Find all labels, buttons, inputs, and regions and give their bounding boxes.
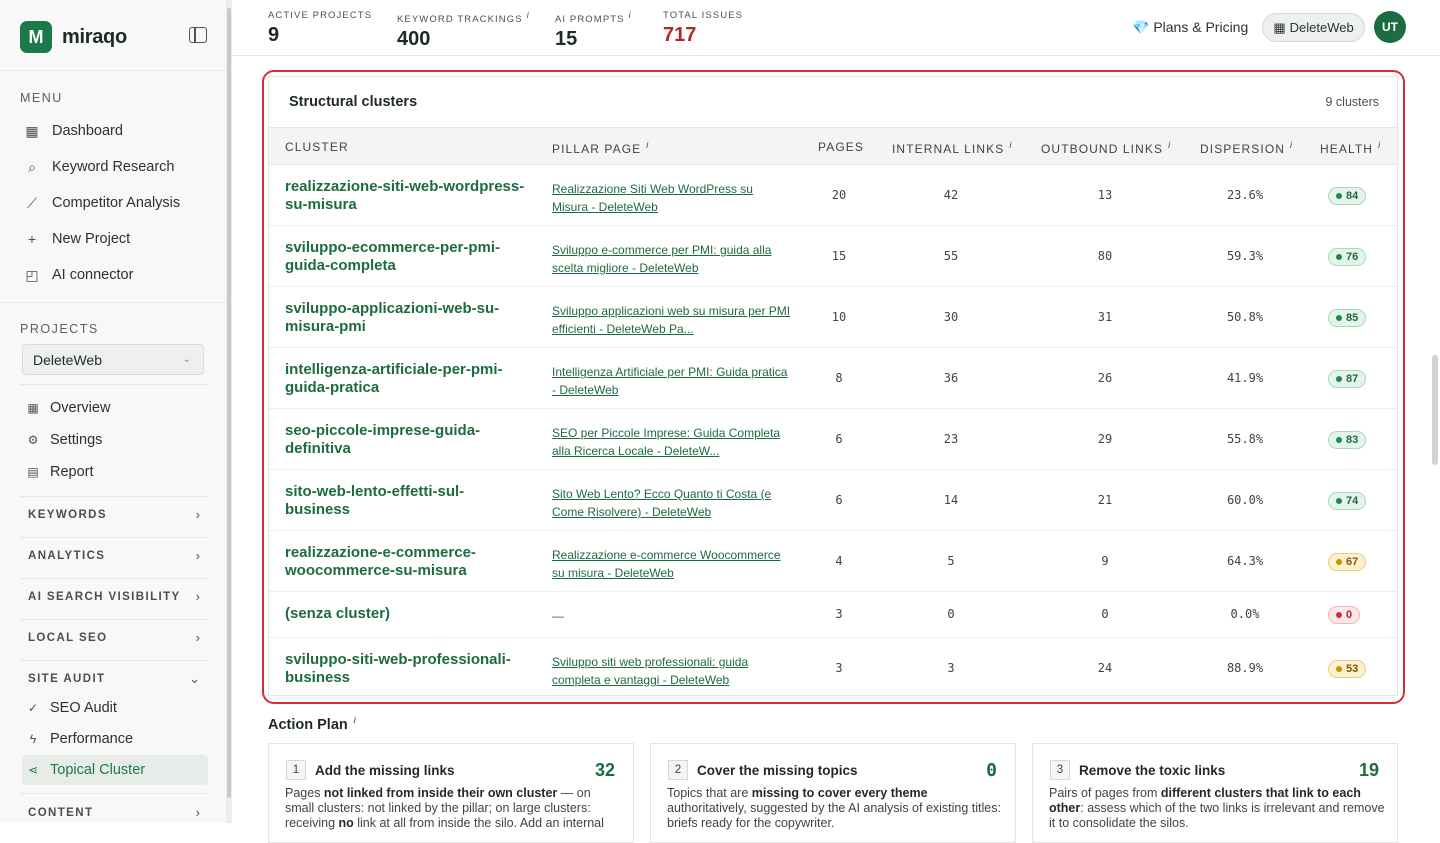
- sidebar-item-label: AI connector: [52, 267, 134, 283]
- health-value: 74: [1346, 495, 1359, 507]
- stat-ai-prompts: [555, 10, 632, 51]
- outbound-links-value: 31: [1097, 310, 1113, 324]
- logo[interactable]: [20, 21, 127, 53]
- cluster-name[interactable]: sviluppo-siti-web-professionali-business: [285, 651, 511, 686]
- sidebar-scroll-thumb[interactable]: [227, 8, 231, 798]
- sidebar-item-ai-connector[interactable]: [20, 260, 210, 290]
- health-value: 53: [1346, 663, 1359, 675]
- dispersion-value: 64.3%: [1226, 554, 1264, 568]
- dispersion-value: 59.3%: [1226, 249, 1264, 263]
- app-name: miraqo: [62, 25, 127, 48]
- divider: [20, 660, 208, 661]
- sidebar-item-label: Settings: [50, 432, 103, 448]
- cluster-name[interactable]: sito-web-lento-effetti-sul-business: [285, 483, 465, 518]
- pillar-page-link[interactable]: Sviluppo e-commerce per PMI: guida alla scelta migliore - DeleteWeb: [552, 243, 772, 275]
- action-plan-title: Action Plan $^i$: [268, 715, 356, 733]
- sidebar-item-competitor-analysis[interactable]: [20, 188, 210, 218]
- health-value: 0: [1346, 609, 1353, 621]
- health-value: 76: [1346, 251, 1359, 263]
- info-icon[interactable]: i: [1168, 140, 1172, 150]
- group-local-seo[interactable]: [28, 630, 200, 645]
- dispersion-value: 60.0%: [1226, 493, 1264, 507]
- sidebar-item-label: Keyword Research: [52, 159, 175, 175]
- health-value: 84: [1346, 190, 1359, 202]
- stat-label: ACTIVE PROJECTS: [268, 10, 373, 21]
- page-scroll-thumb[interactable]: [1432, 355, 1438, 465]
- pillar-page-link[interactable]: Intelligenza Artificiale per PMI: Guida pratica - DeleteWeb: [552, 365, 788, 397]
- stat-keyword-trackings: [397, 10, 530, 51]
- stat-label: KEYWORD TRACKINGS $^i$: [397, 10, 530, 26]
- action-count: 0: [986, 760, 997, 781]
- sidebar-item-settings[interactable]: [22, 425, 208, 455]
- sidebar-item-label: New Project: [52, 231, 131, 247]
- action-title: Cover the missing topics: [697, 763, 858, 778]
- share-icon: ⋖: [27, 763, 39, 777]
- col-outbound-links[interactable]: OUTBOUND LINKS $^i$: [1041, 140, 1172, 156]
- pages-value: 8: [835, 371, 843, 385]
- col-cluster[interactable]: CLUSTER: [285, 140, 349, 154]
- col-health[interactable]: HEALTH $^i$: [1320, 140, 1382, 156]
- group-site-audit[interactable]: [28, 671, 200, 687]
- stat-total-issues: [663, 10, 743, 47]
- pillar-page-link[interactable]: Sito Web Lento? Ecco Quanto ti Costa (e Come Risolvere) - DeleteWeb: [552, 487, 772, 519]
- outbound-links-value: 13: [1097, 188, 1113, 202]
- divider: [20, 578, 208, 579]
- pages-value: 6: [835, 432, 843, 446]
- divider: [0, 70, 230, 71]
- action-count: 19: [1358, 760, 1379, 780]
- pillar-page-link[interactable]: SEO per Piccole Imprese: Guida Completa alla Ricerca Locale - DeleteW...: [552, 426, 781, 458]
- sidebar-item-report[interactable]: [22, 457, 208, 487]
- action-description: Topics that are missing to cover every theme authoritatively, suggested by the AI analysis of existing titles: briefs ready for the copywriter.: [667, 786, 1001, 830]
- sidebar-item-label: Report: [50, 464, 94, 480]
- outbound-links-value: 24: [1097, 661, 1113, 675]
- stat-value: 400: [397, 28, 431, 51]
- pillar-page-link[interactable]: Sviluppo applicazioni web su misura per PMI efficienti - DeleteWeb Pa...: [552, 304, 791, 336]
- divider: [20, 619, 208, 620]
- divider: [20, 384, 208, 385]
- plans-pricing-link[interactable]: 💎 Plans & Pricing: [1132, 19, 1249, 35]
- outbound-links-value: 0: [1101, 607, 1109, 621]
- group-label: SITE AUDIT: [28, 673, 106, 685]
- chevron-right-icon: ›: [195, 589, 200, 604]
- sidebar-item-topical-cluster[interactable]: [22, 755, 208, 785]
- action-title: Add the missing links: [315, 763, 455, 778]
- outbound-links-value: 80: [1097, 249, 1113, 263]
- action-card-missing-links[interactable]: [268, 743, 634, 843]
- chevron-right-icon: ›: [195, 805, 200, 820]
- gear-icon: ⚙: [27, 433, 39, 447]
- stat-value: 15: [555, 28, 578, 51]
- stat-label: AI PROMPTS $^i$: [555, 10, 632, 26]
- internal-links-value: 14: [943, 493, 959, 507]
- logo-mark-icon: M: [20, 21, 52, 53]
- pillar-page-link[interactable]: Realizzazione Siti Web WordPress su Misura - DeleteWeb: [552, 182, 753, 214]
- internal-links-value: 55: [943, 249, 959, 263]
- divider: [20, 496, 208, 497]
- info-icon[interactable]: i: [1378, 140, 1382, 150]
- dispersion-value: 41.9%: [1226, 371, 1264, 385]
- sidebar-item-seo-audit[interactable]: [22, 693, 208, 723]
- outbound-links-value: 29: [1097, 432, 1113, 446]
- action-title: Remove the toxic links: [1079, 763, 1226, 778]
- health-value: 85: [1346, 312, 1359, 324]
- cluster-name[interactable]: (senza cluster): [285, 605, 391, 622]
- sidebar-item-label: Competitor Analysis: [52, 195, 181, 211]
- cluster-name[interactable]: seo-piccole-imprese-guida-definitiva: [285, 422, 481, 457]
- info-icon[interactable]: i: [526, 10, 530, 20]
- action-count: 32: [594, 760, 615, 780]
- project-switch-label: DeleteWeb: [1289, 20, 1354, 35]
- pillar-page-link[interactable]: Sviluppo siti web professionali: guida completa e vantaggi - DeleteWeb: [552, 655, 749, 687]
- dispersion-value: 88.9%: [1226, 661, 1264, 675]
- sidebar-item-label: Dashboard: [52, 123, 123, 139]
- info-icon[interactable]: i: [628, 10, 632, 20]
- col-internal-links[interactable]: INTERNAL LINKS $^i$: [892, 140, 1013, 156]
- internal-links-value: 42: [943, 188, 959, 202]
- cluster-count: 9 clusters: [1325, 95, 1379, 109]
- document-icon: ▤: [27, 465, 39, 479]
- divider: [20, 793, 208, 794]
- sidebar-item-label: SEO Audit: [50, 700, 117, 716]
- action-number: 2: [668, 760, 688, 780]
- action-description: Pairs of pages from different clusters that link to each other: assess which of the two links is irrelevant and remove it to consolidate the silos.: [1049, 786, 1385, 830]
- pillar-page-link[interactable]: Realizzazione e-commerce Woocommerce su misura - DeleteWeb: [552, 548, 781, 580]
- outbound-links-value: 26: [1097, 371, 1113, 385]
- project-switch-button[interactable]: [1262, 13, 1365, 42]
- sidebar-item-label: Topical Cluster: [50, 762, 146, 778]
- info-icon[interactable]: i: [1009, 140, 1013, 150]
- internal-links-value: 5: [947, 554, 955, 568]
- stat-value: 717: [663, 24, 697, 46]
- chevron-right-icon: ›: [195, 630, 200, 645]
- sidebar: [0, 0, 230, 823]
- check-icon: ✓: [27, 701, 39, 715]
- outbound-links-value: 9: [1101, 554, 1109, 568]
- pages-value: 4: [835, 554, 843, 568]
- pages-value: 15: [831, 249, 847, 263]
- pages-value: 10: [831, 310, 847, 324]
- sidebar-item-label: Performance: [50, 731, 134, 747]
- menu-section-label: MENU: [20, 91, 63, 105]
- cluster-name[interactable]: intelligenza-artificiale-per-pmi-guida-pratica: [285, 361, 503, 396]
- plus-icon: +: [27, 231, 37, 247]
- project-select-value: DeleteWeb: [33, 351, 103, 368]
- project-select[interactable]: [22, 344, 204, 375]
- group-label: CONTENT: [28, 806, 94, 819]
- group-label: LOCAL SEO: [28, 631, 108, 644]
- highlight-outline: [262, 70, 1405, 704]
- health-value: 83: [1346, 434, 1359, 446]
- outbound-links-value: 21: [1097, 493, 1113, 507]
- sidebar-item-dashboard[interactable]: [20, 116, 210, 146]
- chevron-down-icon: ⌄: [189, 671, 200, 686]
- action-card-missing-topics[interactable]: [650, 743, 1016, 843]
- action-card-toxic-links[interactable]: [1032, 743, 1398, 843]
- col-pillar-page[interactable]: PILLAR PAGE $^i$: [552, 140, 650, 156]
- sidebar-item-label: Overview: [50, 400, 111, 416]
- action-number: 1: [286, 760, 306, 780]
- cluster-name[interactable]: sviluppo-applicazioni-web-su-misura-pmi: [285, 300, 500, 335]
- info-icon[interactable]: i: [1290, 140, 1294, 150]
- dispersion-value: 50.8%: [1226, 310, 1264, 324]
- health-value: 87: [1346, 373, 1359, 385]
- action-number: 3: [1050, 760, 1070, 780]
- internal-links-value: 30: [943, 310, 959, 324]
- chevron-right-icon: ›: [195, 507, 200, 522]
- chevron-right-icon: ›: [195, 548, 200, 563]
- grid-icon: ▦: [25, 122, 39, 139]
- pages-value: 3: [835, 607, 843, 621]
- building-icon: ▦: [1273, 19, 1286, 35]
- projects-section-label: PROJECTS: [20, 322, 99, 336]
- sidebar-item-overview[interactable]: [22, 393, 208, 423]
- internal-links-value: 0: [947, 607, 955, 621]
- internal-links-value: 23: [943, 432, 959, 446]
- group-content[interactable]: [28, 805, 200, 820]
- col-pages[interactable]: PAGES: [818, 140, 864, 154]
- internal-links-value: 36: [943, 371, 959, 385]
- avatar[interactable]: UT: [1374, 11, 1406, 43]
- pages-value: 20: [831, 188, 847, 202]
- chart-line-icon: ⟋: [27, 194, 37, 211]
- sidebar-item-new-project[interactable]: [20, 224, 210, 254]
- dispersion-value: 23.6%: [1226, 188, 1264, 202]
- pillar-page-link: —: [552, 609, 564, 623]
- group-label: KEYWORDS: [28, 508, 107, 521]
- card-title: Structural clusters: [289, 94, 418, 110]
- action-description: Pages not linked from inside their own cluster — on small clusters: not linked by the pillar; on large clusters: receiving no link at all from inside the silo. Add an internal: [285, 786, 604, 830]
- sidebar-item-performance[interactable]: [22, 724, 208, 754]
- divider: [0, 302, 230, 303]
- pages-value: 3: [835, 661, 843, 675]
- divider: [20, 537, 208, 538]
- group-label: AI SEARCH VISIBILITY: [28, 590, 181, 603]
- sidebar-item-keyword-research[interactable]: [20, 152, 210, 182]
- group-label: ANALYTICS: [28, 549, 106, 562]
- cluster-name[interactable]: realizzazione-siti-web-wordpress-su-misura: [285, 178, 525, 213]
- pages-value: 6: [835, 493, 843, 507]
- sidebar-toggle-icon[interactable]: [189, 27, 207, 43]
- cluster-name[interactable]: realizzazione-e-commerce-woocommerce-su-misura: [285, 544, 476, 579]
- grid-icon: ▦: [27, 401, 39, 415]
- col-dispersion[interactable]: DISPERSION $^i$: [1200, 140, 1294, 156]
- dispersion-value: 0.0%: [1230, 607, 1260, 621]
- stat-label: TOTAL ISSUES: [663, 10, 744, 21]
- robot-icon: ◰: [25, 266, 39, 283]
- stat-value: 9: [268, 24, 280, 46]
- bolt-icon: ϟ: [29, 732, 37, 746]
- cluster-name[interactable]: sviluppo-ecommerce-per-pmi-guida-completa: [285, 239, 501, 274]
- group-keywords[interactable]: [28, 507, 200, 522]
- info-icon[interactable]: i: [646, 140, 650, 150]
- info-icon[interactable]: i: [353, 715, 356, 725]
- health-value: 67: [1346, 556, 1359, 568]
- search-icon: ⌕: [28, 158, 36, 175]
- group-analytics[interactable]: [28, 548, 200, 563]
- internal-links-value: 3: [947, 661, 955, 675]
- chevron-down-icon: ⌄: [182, 354, 191, 365]
- group-ai-search-visibility[interactable]: [28, 589, 200, 604]
- stat-active-projects: [268, 10, 372, 47]
- top-bar: [232, 0, 1440, 56]
- dispersion-value: 55.8%: [1226, 432, 1264, 446]
